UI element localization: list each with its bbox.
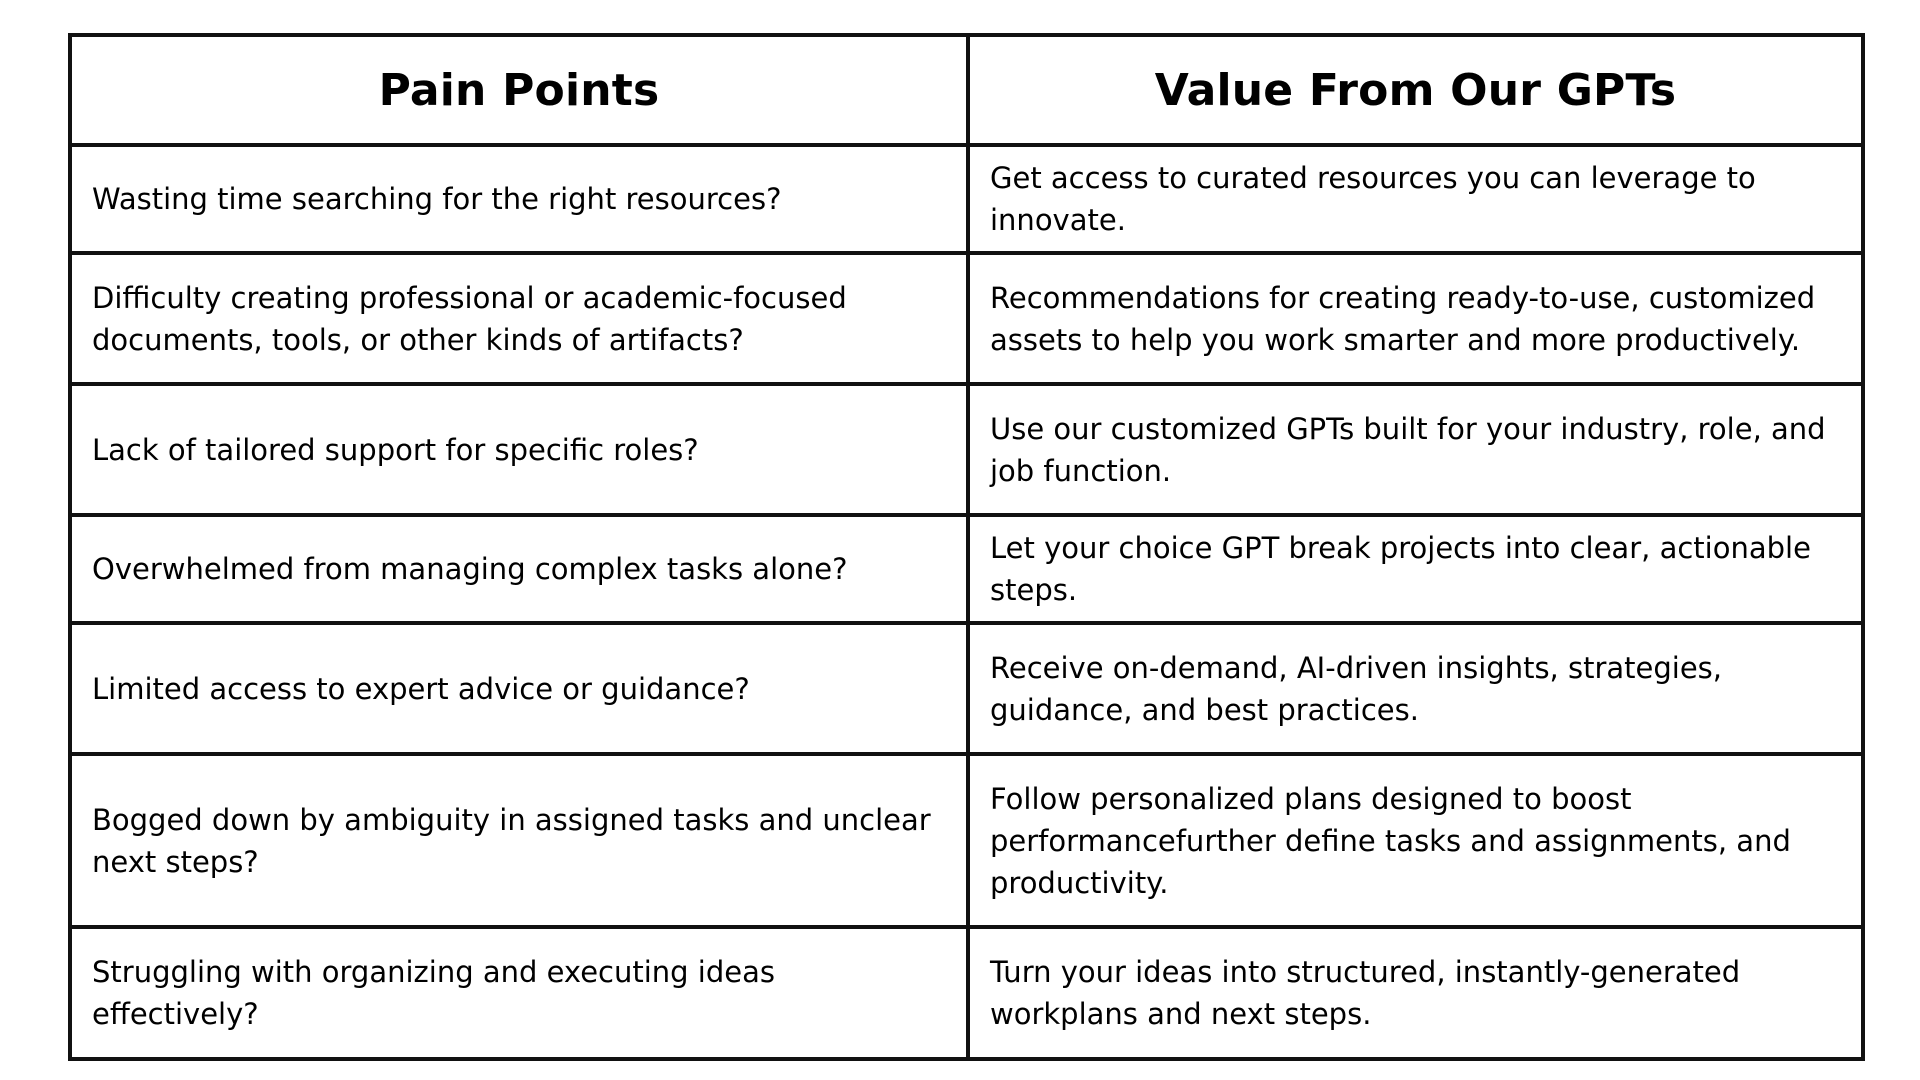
pain-cell: Difficulty creating professional or academic-focused documents, tools, or other kinds of artifacts? [70, 253, 968, 384]
table-body [70, 145, 1863, 1059]
value-cell: Receive on-demand, AI-driven insights, strategies, guidance, and best practices. [968, 623, 1863, 754]
table-row [70, 623, 1863, 754]
pain-cell: Wasting time searching for the right resources? [70, 145, 968, 253]
pain-cell: Struggling with organizing and executing ideas effectively? [70, 927, 968, 1059]
pain-cell: Overwhelmed from managing complex tasks alone? [70, 515, 968, 623]
header-row [70, 35, 1863, 145]
table-row [70, 384, 1863, 515]
table-row [70, 145, 1863, 253]
table-row [70, 515, 1863, 623]
value-cell: Get access to curated resources you can leverage to innovate. [968, 145, 1863, 253]
table-header [70, 35, 1863, 145]
pain-cell: Limited access to expert advice or guidance? [70, 623, 968, 754]
pain-cell: Lack of tailored support for specific roles? [70, 384, 968, 515]
table-row [70, 754, 1863, 927]
value-cell: Use our customized GPTs built for your industry, role, and job function. [968, 384, 1863, 515]
pain-cell: Bogged down by ambiguity in assigned tasks and unclear next steps? [70, 754, 968, 927]
value-cell: Let your choice GPT break projects into clear, actionable steps. [968, 515, 1863, 623]
header-value-from-gpts: Value From Our GPTs [968, 35, 1863, 145]
value-cell: Follow personalized plans designed to boost performancefurther define tasks and assignments, and productivity. [968, 754, 1863, 927]
table-row [70, 927, 1863, 1059]
header-pain-points: Pain Points [70, 35, 968, 145]
value-cell: Turn your ideas into structured, instantly-generated workplans and next steps. [968, 927, 1863, 1059]
table-row [70, 253, 1863, 384]
pain-value-table [68, 33, 1865, 1061]
value-cell: Recommendations for creating ready-to-use, customized assets to help you work smarter and more productively. [968, 253, 1863, 384]
